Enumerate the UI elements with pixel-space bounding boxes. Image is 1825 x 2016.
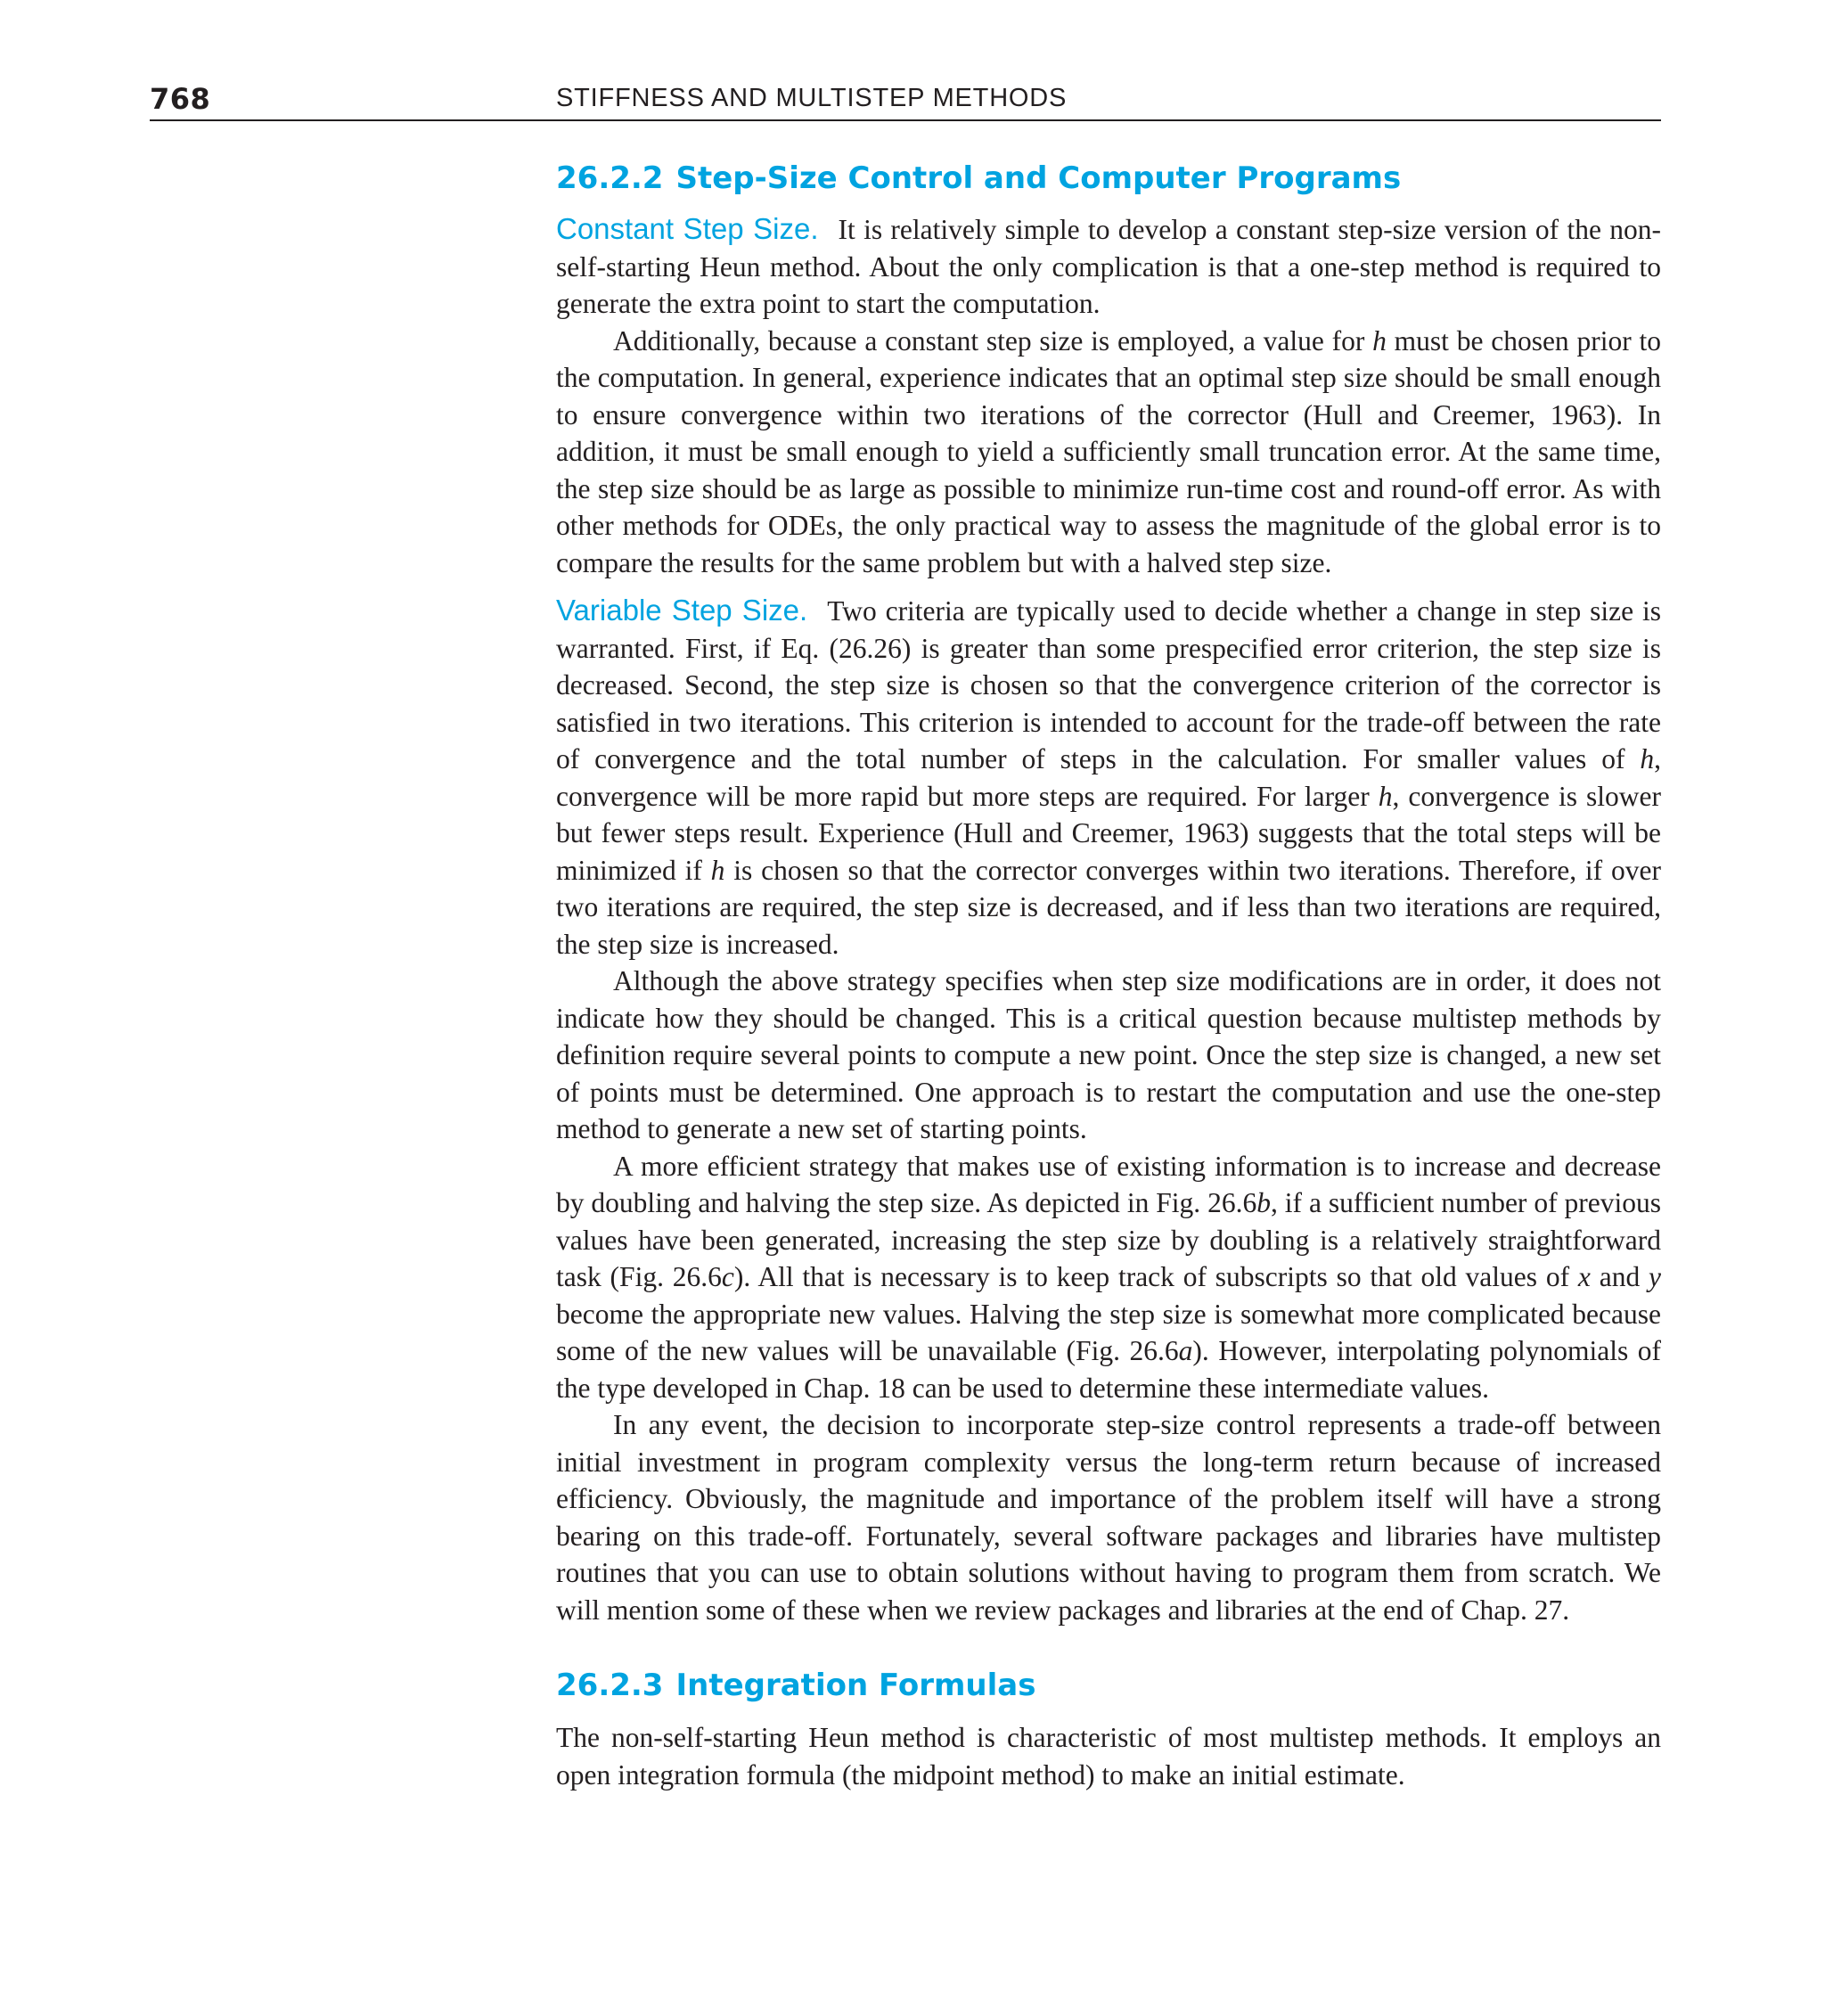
math-variable-x: x (1577, 1261, 1591, 1292)
page-body (556, 157, 1661, 1793)
section-title: Step-Size Control and Computer Programs (675, 160, 1402, 196)
paragraph-text: , convergence is slower but fewer steps result. Experience (Hull and Creemer, 1963) suggests that the total steps will be minimized if (556, 780, 1661, 886)
paragraph-text: and (1590, 1261, 1649, 1292)
paragraph-text: ). However, interpolating polynomials of the type developed in Chap. 18 can be used to determine these intermediate values. (556, 1335, 1662, 1404)
paragraph-constant-step-size (556, 210, 1661, 323)
paragraph-text: , if a sufficient number of previous values have been generated, increasing the step size by doubling is a relatively straightforward task (Fig. 26.6 (556, 1187, 1661, 1292)
paragraph-variable-2 (556, 963, 1661, 1148)
paragraph-variable-step-size (556, 592, 1661, 963)
runin-heading-constant: Constant Step Size. (556, 212, 819, 245)
section-title: Integration Formulas (675, 1668, 1036, 1703)
math-variable-h: h (1378, 780, 1393, 812)
paragraph-text: is chosen so that the corrector converges within two iterations. Therefore, if over two iterations are required, the step size is decreased, and if less than two iterations are required, the step size is increased. (556, 854, 1661, 960)
section-heading-integration-formulas (556, 1664, 1661, 1707)
page-number: 768 (150, 82, 211, 116)
paragraph-constant-2 (556, 323, 1661, 582)
paragraph-text: A more efficient strategy that makes use of existing information is to increase and decrease by doubling and halving the step size. As depicted in Fig. 26.6 (556, 1150, 1661, 1218)
paragraph-text: Two criteria are typically used to decide whether a change in step size is warranted. First, if Eq. (26.26) is greater than some prespecified error criterion, the step size is decreased. Second, the step size is chosen so that the convergence criterion of the corrector is satisfied in two iterations. This criterion is intended to account for the trade-off between the rate of convergence and the total number of steps in the calculation. For smaller values of (556, 595, 1661, 774)
paragraph-text: Additionally, because a constant step size is employed, a value for (613, 324, 1373, 356)
section-number: 26.2.2 (556, 160, 664, 196)
figure-ref-letter: c (721, 1261, 734, 1292)
section-number: 26.2.3 (556, 1668, 664, 1703)
math-variable-h: h (1640, 743, 1655, 774)
math-variable-h: h (710, 854, 725, 886)
section-heading-step-size-control (556, 157, 1661, 200)
paragraph-variable-3 (556, 1148, 1661, 1407)
figure-ref-letter: a (1178, 1335, 1193, 1366)
figure-ref-letter: b (1256, 1187, 1271, 1218)
paragraph-text: Although the above strategy specifies when step size modifications are in order, it does not indicate how they should be changed. This is a critical question because multistep methods by definition require several points to compute a new point. Once the step size is changed, a new set of points must be determined. One approach is to restart the computation and use the one-step method to generate a new set of starting points. (556, 965, 1661, 1144)
runin-heading-variable: Variable Step Size. (556, 594, 808, 627)
paragraph-text: In any event, the decision to incorporate step-size control represents a trade-off between initial investment in program complexity versus the long-term return because of increased efficiency. Obviously, the magnitude and importance of the problem itself will have a strong bearing on this trade-off. Fortunately, several software packages and libraries have multistep routines that you can use to obtain solutions without having to program them from scratch. We will mention some of these when we review packages and libraries at the end of Chap. 27. (556, 1409, 1661, 1626)
math-variable-h: h (1372, 324, 1387, 356)
paragraph-text: The non-self-starting Heun method is characteristic of most multistep methods. It employs an open integration formula (the midpoint method) to make an initial estimate. (556, 1722, 1661, 1791)
paragraph-text: become the appropriate new values. Halving the step size is somewhat more complicated because some of the new values will be unavailable (Fig. 26.6 (556, 1298, 1661, 1366)
paragraph-text: must be chosen prior to the computation. In general, experience indicates that an optimal step size should be small enough to ensure convergence within two iterations of the corrector (Hull and Creemer, 1963). In addition, it must be small enough to yield a sufficiently small truncation error. At the same time, the step size should be as large as possible to minimize run-time cost and round-off error. As with other methods for ODEs, the only practical way to assess the magnitude of the global error is to compare the results for the same problem but with a halved step size. (556, 324, 1661, 578)
paragraph-variable-4 (556, 1406, 1661, 1628)
paragraph-text: It is relatively simple to develop a constant step-size version of the non-self-starting Heun method. About the only complication is that a one-step method is required to generate the extra point to start the computation. (556, 214, 1661, 319)
paragraph-text: , convergence will be more rapid but more steps are required. For larger (556, 743, 1661, 812)
running-title: STIFFNESS AND MULTISTEP METHODS (556, 84, 1068, 112)
paragraph-text: ). All that is necessary is to keep track of subscripts so that old values of (733, 1261, 1578, 1292)
running-head (150, 78, 1661, 121)
paragraph-integration-formulas (556, 1719, 1661, 1793)
math-variable-y: y (1649, 1261, 1661, 1292)
